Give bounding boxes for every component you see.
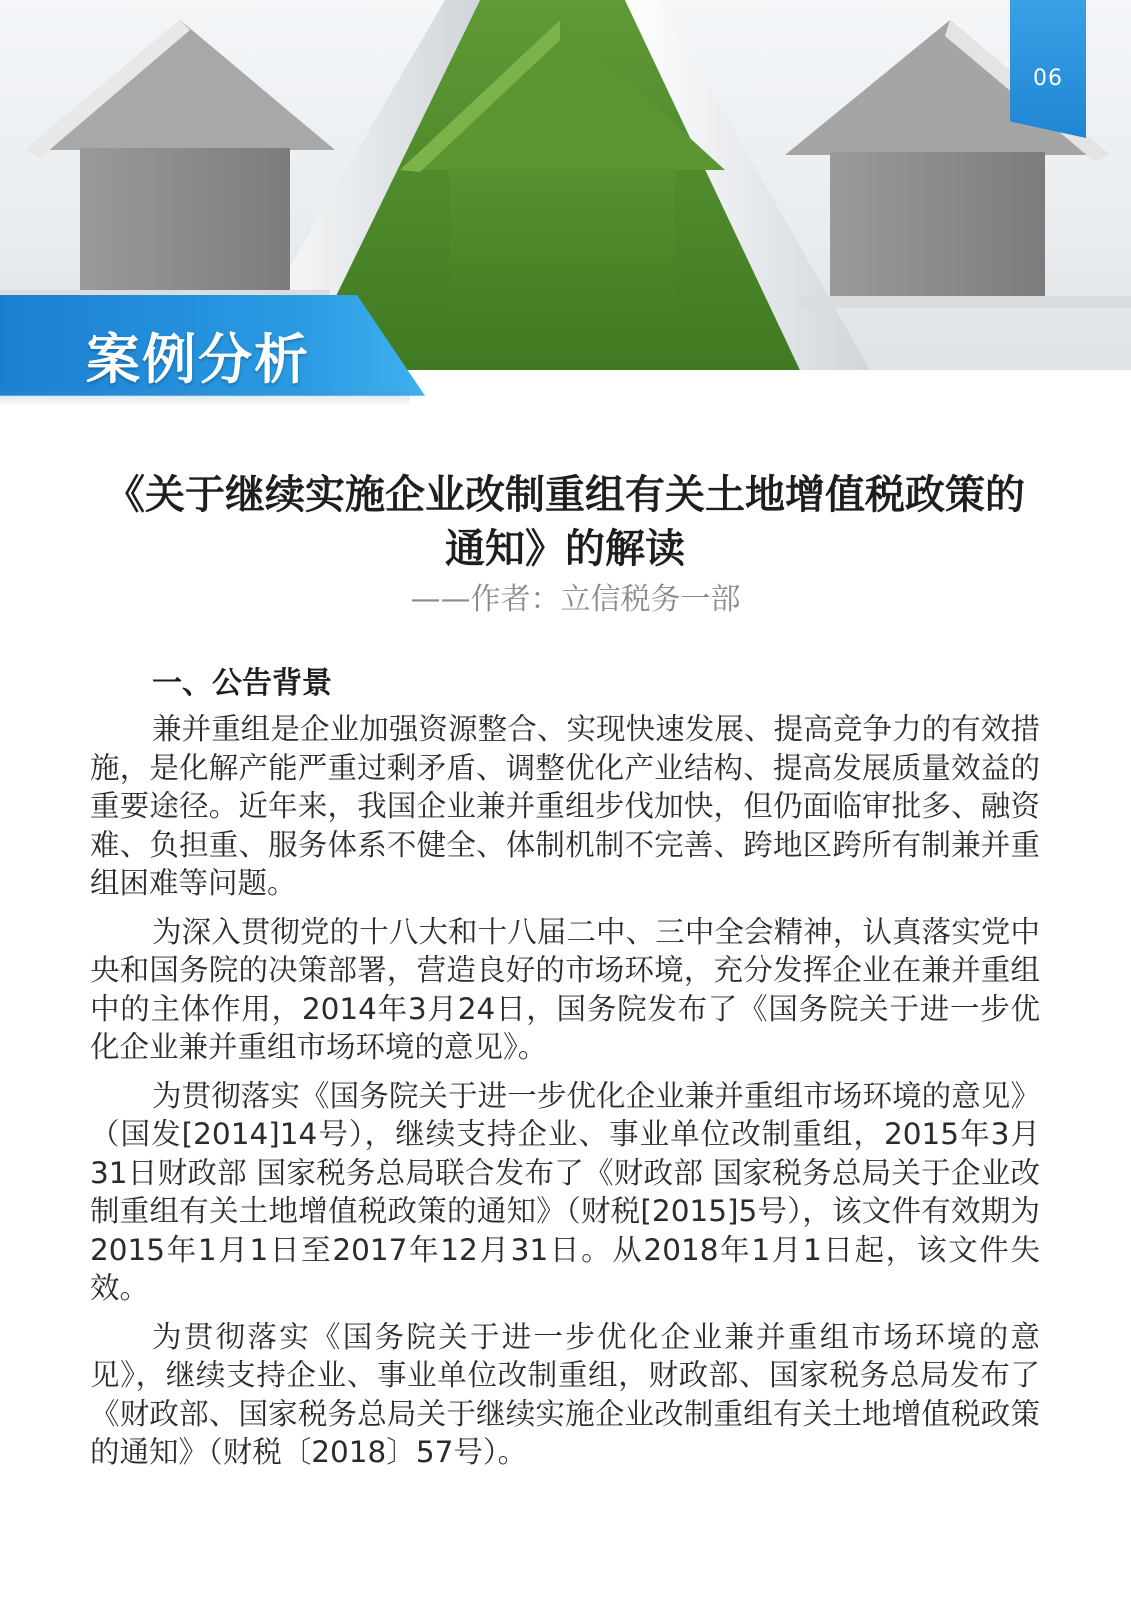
body-paragraph-4: 为贯彻落实《国务院关于进一步优化企业兼并重组市场环境的意见》，继续支持企业、事业单位改制重组，财政部、国家税务总局发布了《财政部、国家税务总局关于继续实施企业改制重组有关土地增值税政策的通知》（财税〔2018〕57号）。 xyxy=(90,1319,1040,1469)
section-heading: 一、公告背景 xyxy=(152,666,332,701)
article-body xyxy=(90,664,1040,1482)
body-paragraph-2: 为深入贯彻党的十八大和十八届二中、三中全会精神，认真落实党中央和国务院的决策部署，营造良好的市场环境，充分发挥企业在兼并重组中的主体作用，2014年3月24日，国务院发布了《国务院关于进一步优化企业兼并重组市场环境的意见》。 xyxy=(90,914,1040,1064)
gray-house-left xyxy=(0,20,335,302)
page-number: 06 xyxy=(1033,66,1063,91)
body-paragraph-3: 为贯彻落实《国务院关于进一步优化企业兼并重组市场环境的意见》（国发[2014]14号），继续支持企业、事业单位改制重组，2015年3月31日财政部 国家税务总局联合发布了《财政部 国家税务总局关于企业改制重组有关土地增值税政策的通知》（财税[2015]5号），该文件有效期为2015年1月1日至2017年12月31日。从2018年1月1日起，该文件失效。 xyxy=(90,1078,1040,1305)
section-banner xyxy=(0,295,425,407)
article-title: 《关于继续实施企业改制重组有关土地增值税政策的通知》的解读 xyxy=(105,472,1025,572)
section-title: 案例分析 xyxy=(86,328,310,391)
article-byline: ——作者：立信税务一部 xyxy=(410,582,741,617)
body-paragraph-1: 兼并重组是企业加强资源整合、实现快速发展、提高竞争力的有效措施，是化解产能严重过剩矛盾、调整优化产业结构、提高发展质量效益的重要途径。近年来，我国企业兼并重组步伐加快，但仍面临审批多、融资难、负担重、服务体系不健全、体制机制不完善、跨地区跨所有制兼并重组困难等问题。 xyxy=(90,712,1040,900)
